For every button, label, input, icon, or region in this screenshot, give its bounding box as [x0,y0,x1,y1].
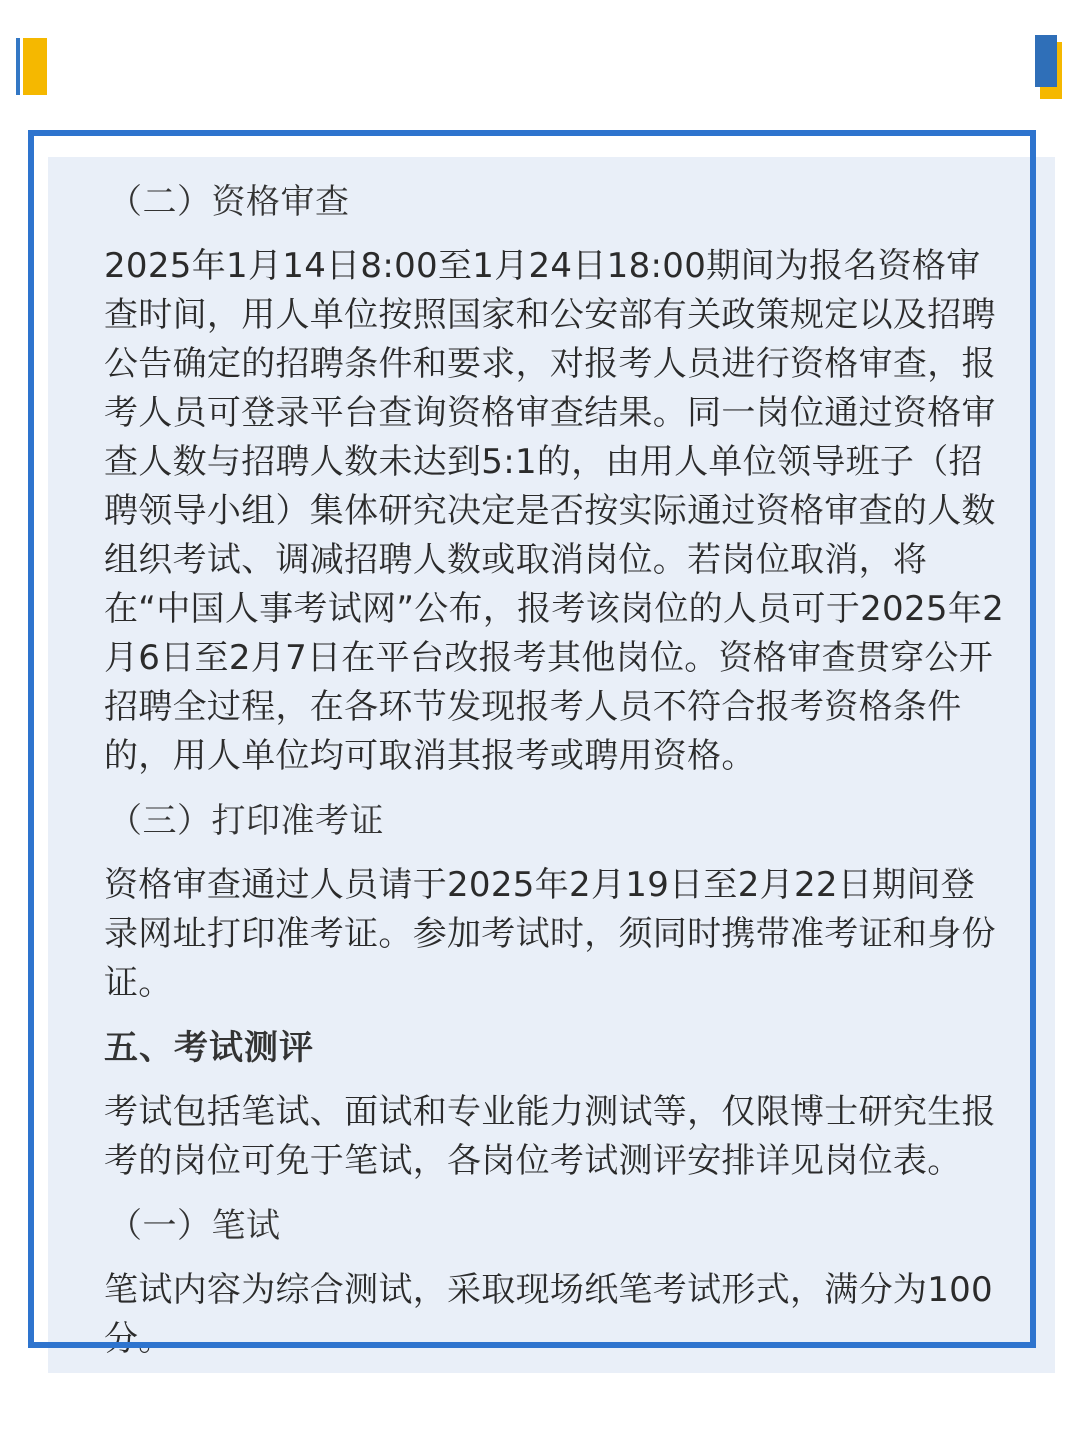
paragraph-print-admission-ticket: 资格审查通过人员请于2025年2月19日至2月22日期间登录网址打印准考证。参加考试时，须同时携带准考证和身份证。 [104,865,996,1003]
section-heading-exam-assessment: 五、考试测评 [104,1028,314,1068]
corner-decoration-right-blue [1035,35,1057,87]
corner-decoration-left-blue [16,38,20,95]
paragraph-qualification-review: 2025年1月14日8:00至1月24日18:00期间为报名资格审查时间，用人单位按照国家和公安部有关政策规定以及招聘公告确定的招聘条件和要求，对报考人员进行资格审查，报考人员可登录平台查询资格审查结果。同一岗位通过资格审查人数与招聘人数未达到5:1的，由用人单位领导班子（招聘领导小组）集体研究决定是否按实际通过资格审查的人数组织考试、调减招聘人数或取消岗位。若岗位取消，将在“中国人事考试网”公布，报考该岗位的人员可于2025年2月6日至2月7日在平台改报考其他岗位。资格审查贯穿公开招聘全过程，在各环节发现报考人员不符合报考资格条件的，用人单位均可取消其报考或聘用资格。 [104,246,1005,776]
corner-decoration-left-yellow [23,38,47,95]
subheading-written-exam: （一）笔试 [108,1206,281,1246]
subheading-print-admission-ticket: （三）打印准考证 [108,801,384,841]
paragraph-written-exam: 笔试内容为综合测试，采取现场纸笔考试形式，满分为100分。 [104,1270,993,1359]
subheading-qualification-review: （二）资格审查 [108,182,350,222]
document-content [104,178,1009,1380]
paragraph-exam-assessment: 考试包括笔试、面试和专业能力测试等，仅限博士研究生报考的岗位可免于笔试，各岗位考试测评安排详见岗位表。 [104,1092,996,1181]
